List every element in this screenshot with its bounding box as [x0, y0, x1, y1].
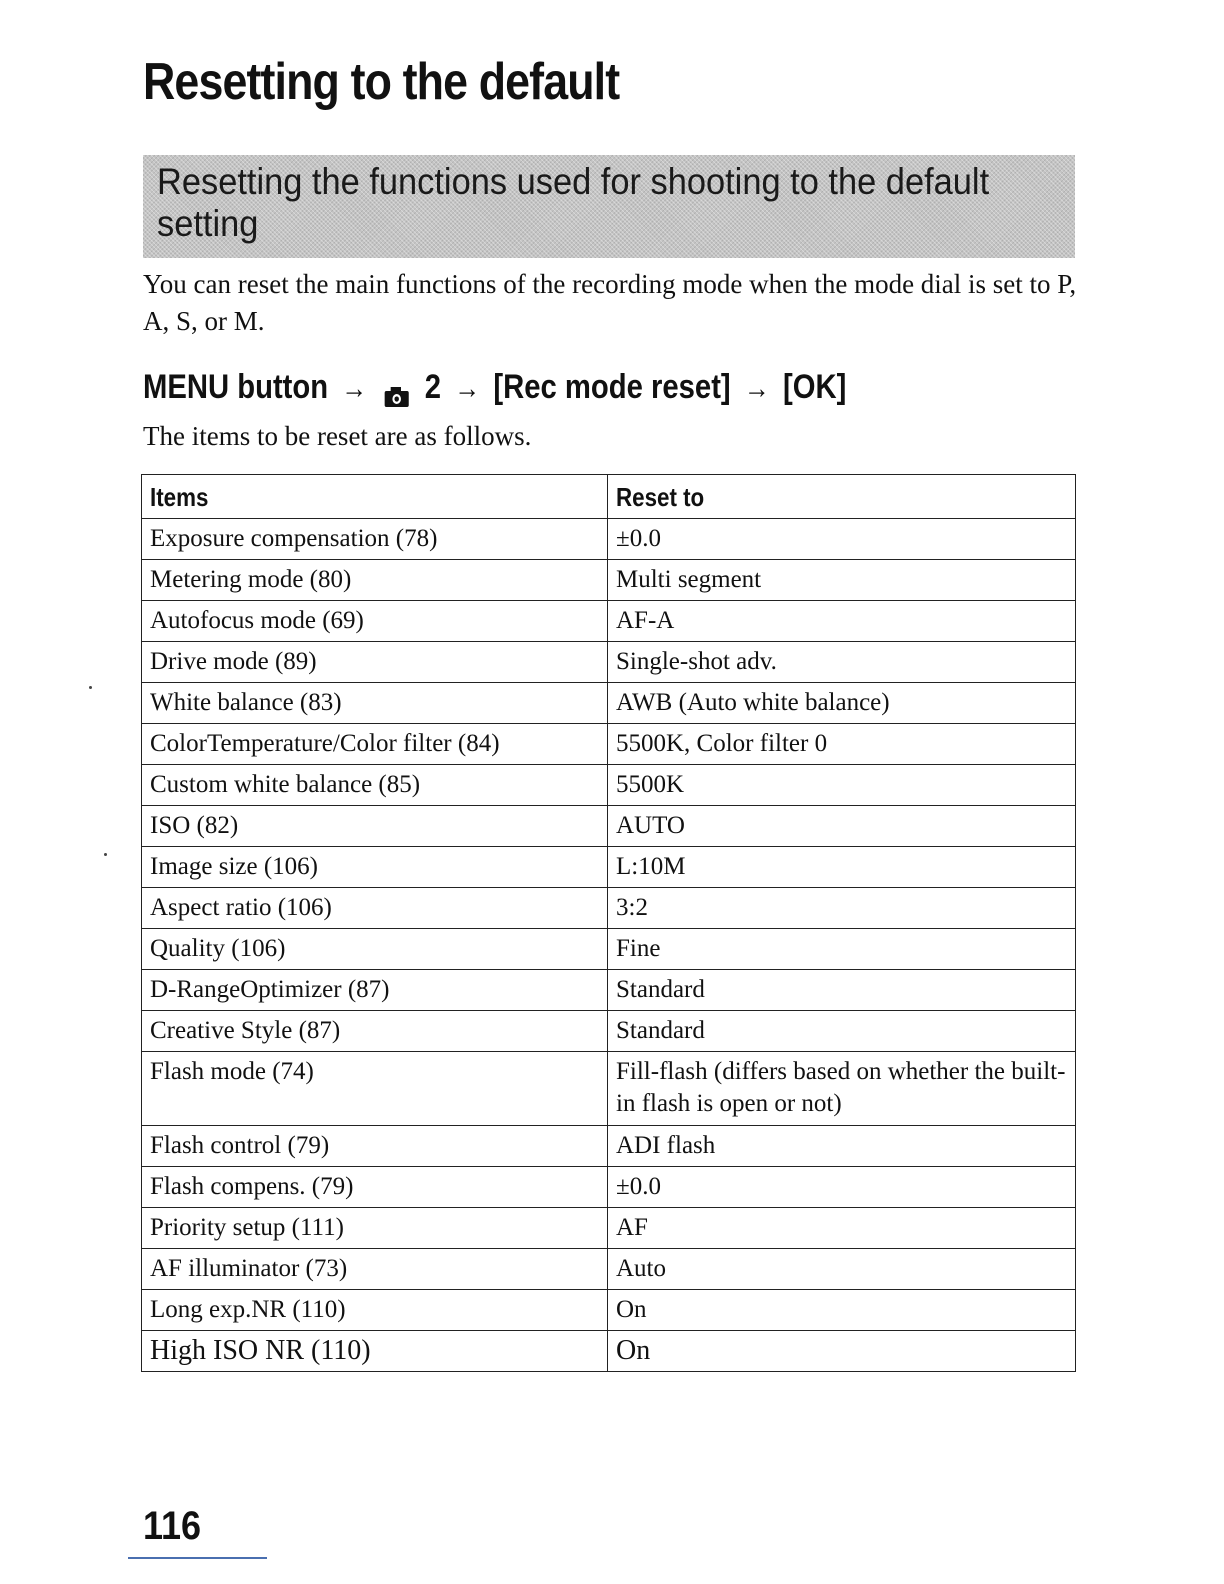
- table-intro: The items to be reset are as follows.: [143, 421, 532, 451]
- header-items-label: Items: [150, 481, 209, 512]
- arrow-icon: →: [341, 372, 368, 405]
- table-row: [142, 888, 1076, 929]
- reset-items-table: [141, 474, 1076, 1372]
- item-cell: Flash control (79): [142, 1126, 608, 1167]
- reset-value-cell: AWB (Auto white balance): [608, 683, 1076, 724]
- menu-button-label: MENU button: [143, 368, 329, 406]
- item-cell: High ISO NR (110): [142, 1331, 608, 1372]
- reset-value-cell: Single-shot adv.: [608, 642, 1076, 683]
- table-row: [142, 1011, 1076, 1052]
- table-row: [142, 1331, 1076, 1372]
- item-cell: Long exp.NR (110): [142, 1290, 608, 1331]
- table-row: [142, 970, 1076, 1011]
- item-cell: Exposure compensation (78): [142, 519, 608, 560]
- item-cell: ISO (82): [142, 806, 608, 847]
- menu-tab-number: 2: [424, 368, 442, 406]
- scan-speck: [89, 686, 92, 689]
- item-cell: AF illuminator (73): [142, 1249, 608, 1290]
- section-heading-banner: [143, 155, 1075, 258]
- reset-value-cell: AF-A: [608, 601, 1076, 642]
- table-row: [142, 560, 1076, 601]
- menu-item-rec-mode-reset: [Rec mode reset]: [493, 368, 731, 406]
- table-row: [142, 1126, 1076, 1167]
- reset-value-cell: On: [608, 1290, 1076, 1331]
- item-cell: Flash mode (74): [142, 1052, 608, 1126]
- reset-value-cell: 3:2: [608, 888, 1076, 929]
- intro-paragraph: You can reset the main functions of the recording mode when the mode dial is set to P, A, S, or M.: [143, 269, 1077, 336]
- item-cell: D-RangeOptimizer (87): [142, 970, 608, 1011]
- page-number: 116: [143, 1504, 202, 1548]
- item-cell: Image size (106): [142, 847, 608, 888]
- reset-value-cell: ADI flash: [608, 1126, 1076, 1167]
- table-row: [142, 601, 1076, 642]
- item-cell: Custom white balance (85): [142, 765, 608, 806]
- menu-path: [143, 366, 846, 410]
- item-cell: Flash compens. (79): [142, 1167, 608, 1208]
- page-title: Resetting to the default: [143, 53, 620, 111]
- item-cell: Drive mode (89): [142, 642, 608, 683]
- reset-value-cell: Fine: [608, 929, 1076, 970]
- table-row: [142, 847, 1076, 888]
- item-cell: Aspect ratio (106): [142, 888, 608, 929]
- table-header-row: [142, 475, 1076, 519]
- table-row: [142, 1052, 1076, 1126]
- reset-value-cell: Standard: [608, 1011, 1076, 1052]
- table-row: [142, 519, 1076, 560]
- item-cell: ColorTemperature/Color filter (84): [142, 724, 608, 765]
- header-reset-to: [608, 475, 1076, 519]
- table-row: [142, 929, 1076, 970]
- item-cell: White balance (83): [142, 683, 608, 724]
- reset-value-cell: ±0.0: [608, 1167, 1076, 1208]
- table-row: [142, 683, 1076, 724]
- reset-value-cell: Multi segment: [608, 560, 1076, 601]
- section-heading: Resetting the functions used for shooting to the default setting: [157, 161, 990, 244]
- arrow-icon: →: [454, 372, 481, 405]
- header-reset-to-label: Reset to: [616, 481, 705, 512]
- item-cell: Quality (106): [142, 929, 608, 970]
- item-cell: Metering mode (80): [142, 560, 608, 601]
- reset-value-cell: Standard: [608, 970, 1076, 1011]
- scan-speck: [104, 853, 107, 856]
- reset-value-cell: 5500K, Color filter 0: [608, 724, 1076, 765]
- table-row: [142, 1208, 1076, 1249]
- item-cell: Autofocus mode (69): [142, 601, 608, 642]
- arrow-icon: →: [743, 372, 770, 405]
- reset-value-cell: On: [608, 1331, 1076, 1372]
- table-row: [142, 1249, 1076, 1290]
- item-cell: Priority setup (111): [142, 1208, 608, 1249]
- table-row: [142, 806, 1076, 847]
- page-number-rule: [128, 1557, 267, 1559]
- table-row: [142, 1167, 1076, 1208]
- reset-value-cell: AUTO: [608, 806, 1076, 847]
- item-cell: Creative Style (87): [142, 1011, 608, 1052]
- reset-value-cell: ±0.0: [608, 519, 1076, 560]
- table-row: [142, 724, 1076, 765]
- reset-value-cell: AF: [608, 1208, 1076, 1249]
- reset-value-cell: Auto: [608, 1249, 1076, 1290]
- reset-value-cell: L:10M: [608, 847, 1076, 888]
- camera-icon: [384, 376, 410, 398]
- menu-confirm-ok: [OK]: [783, 368, 847, 406]
- header-items: [142, 475, 608, 519]
- table-row: [142, 1290, 1076, 1331]
- table-row: [142, 765, 1076, 806]
- reset-value-cell: 5500K: [608, 765, 1076, 806]
- table-row: [142, 642, 1076, 683]
- reset-value-cell: Fill-flash (differs based on whether the built-in flash is open or not): [608, 1052, 1076, 1126]
